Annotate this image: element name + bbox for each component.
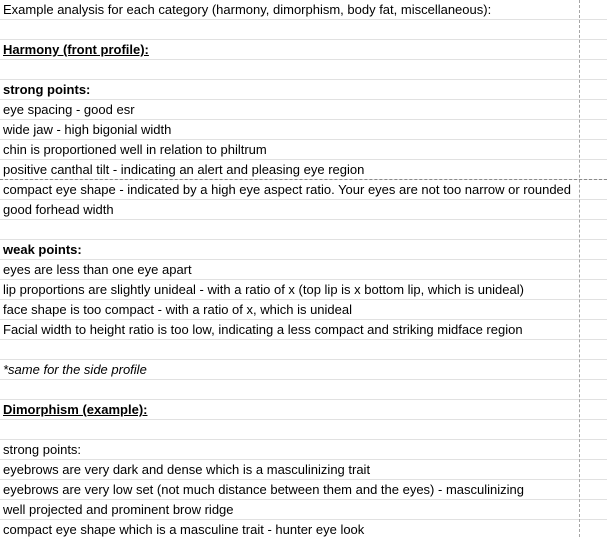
cell-a[interactable]: Example analysis for each category (harmony, dimorphism, body fat, miscellaneous): <box>3 2 492 17</box>
sheet-row[interactable] <box>0 120 607 140</box>
cell-a[interactable]: Harmony (front profile): <box>3 42 149 57</box>
sheet-row[interactable] <box>0 340 607 360</box>
page-break-vertical <box>579 0 580 537</box>
sheet-row[interactable] <box>0 520 607 537</box>
sheet-row[interactable] <box>0 200 607 220</box>
cell-a[interactable]: compact eye shape which is a masculine trait - hunter eye look <box>3 522 365 537</box>
sheet-row[interactable] <box>0 320 607 340</box>
cell-a[interactable]: good forhead width <box>3 202 114 217</box>
sheet-row[interactable] <box>0 220 607 240</box>
sheet-row[interactable] <box>0 80 607 100</box>
cell-a[interactable]: strong points: <box>3 82 91 97</box>
cell-a[interactable]: weak points: <box>3 242 82 257</box>
sheet-row[interactable] <box>0 480 607 500</box>
cell-a[interactable]: *same for the side profile <box>3 362 147 377</box>
cell-a[interactable]: lip proportions are slightly unideal - with a ratio of x (top lip is x bottom lip, which is unideal) <box>3 282 524 297</box>
cell-a[interactable]: compact eye shape - indicated by a high eye aspect ratio. Your eyes are not too narrow or rounded <box>3 182 572 197</box>
sheet-row[interactable] <box>0 240 607 260</box>
sheet-row[interactable] <box>0 140 607 160</box>
sheet-row[interactable] <box>0 180 607 200</box>
cell-a[interactable]: Dimorphism (example): <box>3 402 148 417</box>
sheet-row[interactable] <box>0 160 607 180</box>
sheet-row[interactable] <box>0 260 607 280</box>
cell-a[interactable]: face shape is too compact - with a ratio of x, which is unideal <box>3 302 353 317</box>
sheet-row[interactable] <box>0 40 607 60</box>
sheet-row[interactable] <box>0 420 607 440</box>
sheet-row[interactable] <box>0 280 607 300</box>
cell-a[interactable]: strong points: <box>3 442 82 457</box>
sheet-row[interactable] <box>0 60 607 80</box>
sheet-row[interactable] <box>0 100 607 120</box>
page-break-horizontal <box>0 179 607 180</box>
cell-a[interactable]: eyes are less than one eye apart <box>3 262 192 277</box>
cell-a[interactable]: eye spacing - good esr <box>3 102 135 117</box>
sheet-row[interactable] <box>0 460 607 480</box>
cell-a[interactable]: eyebrows are very dark and dense which is a masculinizing trait <box>3 462 371 477</box>
cell-a[interactable]: Facial width to height ratio is too low, indicating a less compact and striking midface region <box>3 322 523 337</box>
sheet-row[interactable] <box>0 380 607 400</box>
cell-a[interactable]: wide jaw - high bigonial width <box>3 122 172 137</box>
sheet-row[interactable] <box>0 500 607 520</box>
sheet-row[interactable] <box>0 400 607 420</box>
sheet-row[interactable] <box>0 360 607 380</box>
cell-a[interactable]: eyebrows are very low set (not much distance between them and the eyes) - masculinizing <box>3 482 524 497</box>
sheet-row[interactable] <box>0 20 607 40</box>
sheet-row[interactable] <box>0 0 607 20</box>
sheet-row[interactable] <box>0 440 607 460</box>
sheet-row[interactable] <box>0 300 607 320</box>
cell-a[interactable]: well projected and prominent brow ridge <box>3 502 234 517</box>
cell-a[interactable]: chin is proportioned well in relation to philtrum <box>3 142 267 157</box>
cell-a[interactable]: positive canthal tilt - indicating an alert and pleasing eye region <box>3 162 365 177</box>
